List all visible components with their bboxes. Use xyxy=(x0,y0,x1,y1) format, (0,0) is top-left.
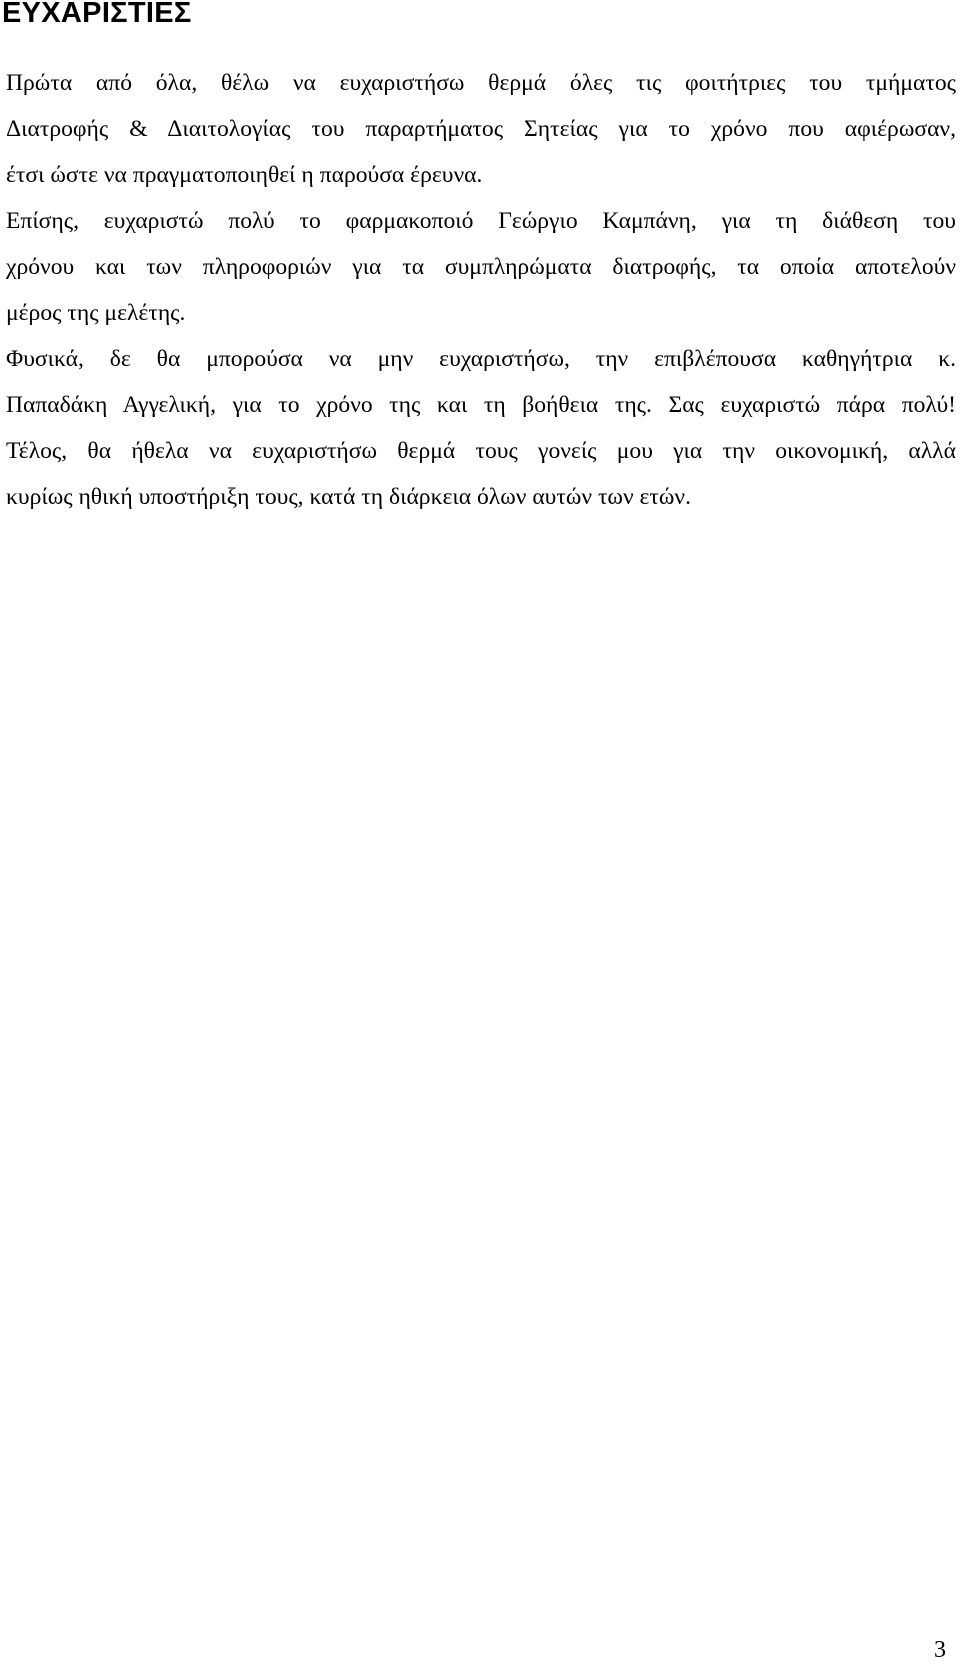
text-line: Παπαδάκη Αγγελική, για το χρόνο της και τη βοήθεια της. Σας ευχαριστώ πάρα πολύ! xyxy=(6,392,956,418)
text-line: Επίσης, ευχαριστώ πολύ το φαρμακοποιό Γεώργιο Καμπάνη, για τη διάθεση του xyxy=(6,208,956,234)
paragraph-thanks-parents xyxy=(6,428,956,520)
text-line: Πρώτα από όλα, θέλω να ευχαριστήσω θερμά όλες τις φοιτήτριες του τμήματος xyxy=(6,70,956,96)
text-line: Τέλος, θα ήθελα να ευχαριστήσω θερμά τους γονείς μου για την οικονομική, αλλά xyxy=(6,438,956,464)
page-title: ΕΥΧΑΡΙΣΤΙΕΣ xyxy=(2,0,192,29)
text-line: κυρίως ηθική υποστήριξη τους, κατά τη διάρκεια όλων αυτών των ετών. xyxy=(6,484,692,510)
paragraph-thanks-students xyxy=(6,60,956,198)
acknowledgements-body xyxy=(6,60,956,520)
text-line: Διατροφής & Διαιτολογίας του παραρτήματος Σητείας για το χρόνο που αφιέρωσαν, xyxy=(6,116,956,142)
paragraph-thanks-supervisor xyxy=(6,336,956,428)
text-line: μέρος της μελέτης. xyxy=(6,300,186,326)
text-line: χρόνου και των πληροφοριών για τα συμπληρώματα διατροφής, τα οποία αποτελούν xyxy=(6,254,956,280)
text-line: έτσι ώστε να πραγματοποιηθεί η παρούσα έρευνα. xyxy=(6,162,483,188)
page-number: 3 xyxy=(934,1637,946,1663)
paragraph-thanks-pharmacist xyxy=(6,198,956,336)
text-line: Φυσικά, δε θα μπορούσα να μην ευχαριστήσω, την επιβλέπουσα καθηγήτρια κ. xyxy=(6,346,956,372)
